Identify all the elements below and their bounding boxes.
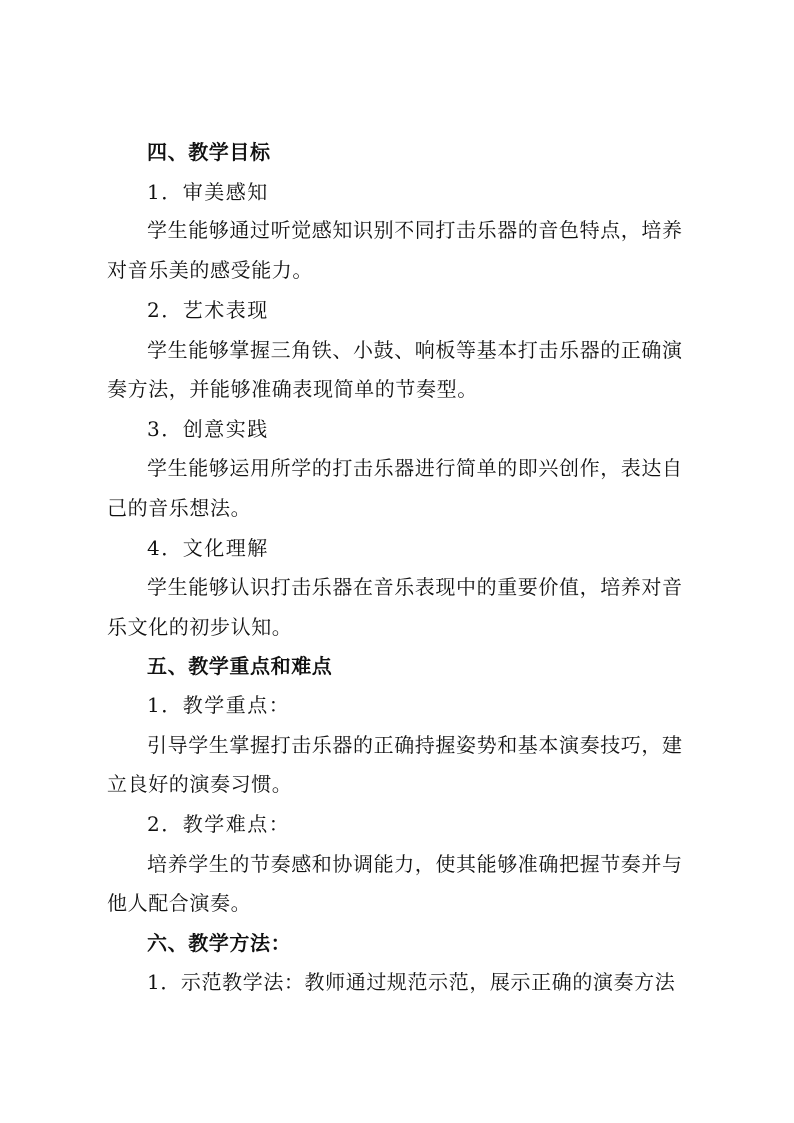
section-heading: 五、教学重点和难点 <box>147 654 333 678</box>
paragraph-line: 学生能够运用所学的打击乐器进行简单的即兴创作，表达自 <box>147 456 683 480</box>
subsection-title: 2．艺术表现 <box>147 298 269 322</box>
paragraph-line: 立良好的演奏习惯。 <box>107 772 293 796</box>
paragraph-line: 他人配合演奏。 <box>107 891 252 915</box>
paragraph-line: 乐文化的初步认知。 <box>107 615 293 639</box>
paragraph-line: 学生能够认识打击乐器在音乐表现中的重要价值，培养对音 <box>147 575 683 599</box>
paragraph-line: 1．示范教学法：教师通过规范示范，展示正确的演奏方法 <box>147 970 676 994</box>
paragraph-line: 学生能够通过听觉感知识别不同打击乐器的音色特点，培养 <box>147 218 683 242</box>
section-heading: 六、教学方法： <box>147 931 292 955</box>
paragraph-line: 己的音乐想法。 <box>107 496 252 520</box>
paragraph-line: 奏方法，并能够准确表现简单的节奏型。 <box>107 377 478 401</box>
subsection-title: 4．文化理解 <box>147 536 269 560</box>
subsection-title: 1．教学重点： <box>147 693 291 717</box>
subsection-title: 1．审美感知 <box>147 180 269 204</box>
subsection-title: 2．教学难点： <box>147 812 291 836</box>
section-heading: 四、教学目标 <box>147 140 271 164</box>
paragraph-line: 培养学生的节奏感和协调能力，使其能够准确把握节奏并与 <box>147 852 683 876</box>
paragraph-line: 引导学生掌握打击乐器的正确持握姿势和基本演奏技巧，建 <box>147 733 683 757</box>
subsection-title: 3．创意实践 <box>147 417 269 441</box>
paragraph-line: 对音乐美的感受能力。 <box>107 258 313 282</box>
paragraph-line: 学生能够掌握三角铁、小鼓、响板等基本打击乐器的正确演 <box>147 338 683 362</box>
